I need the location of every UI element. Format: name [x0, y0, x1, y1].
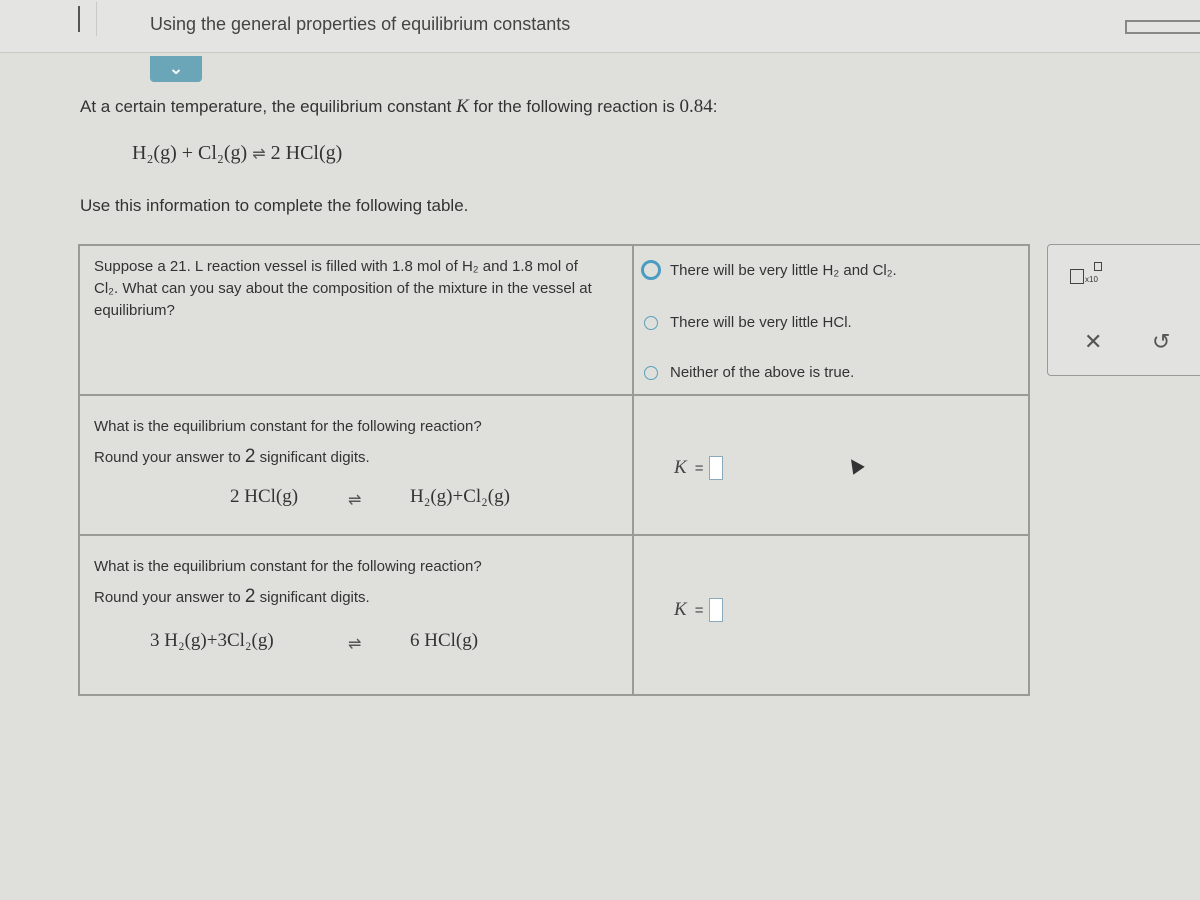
question1-answer-cell [633, 245, 1029, 395]
question3-reactants: 3 H₂(g)+3Cl₂(g) [150, 630, 274, 651]
radio-button[interactable] [641, 260, 661, 280]
main-reaction: H₂(g) + Cl₂(g) ⇌ 2 HCl(g) [132, 142, 343, 164]
question2-text: What is the equilibrium constant for the following reaction? Round your answer to 2 significant digits. [94, 418, 482, 467]
cursor-arrow-icon [845, 455, 864, 474]
question3-cell [79, 535, 633, 695]
radio-button[interactable] [644, 366, 658, 380]
option-little-h2-cl2[interactable]: There will be very little H₂ and Cl₂. [644, 260, 897, 280]
clear-icon[interactable]: ✕ [1084, 329, 1103, 354]
instructions: Use this information to complete the following table. [80, 196, 469, 215]
question3-answer-cell [633, 535, 1029, 695]
hamburger-menu-icon[interactable] [64, 2, 97, 36]
question2-reactants: 2 HCl(g) [230, 486, 299, 507]
undo-icon[interactable]: ↺ [1152, 329, 1171, 354]
equilibrium-arrow-icon: ⇌ [348, 492, 362, 509]
question2-answer-cell [633, 395, 1029, 535]
top-bar [0, 0, 1200, 53]
question2-cell [79, 395, 633, 535]
k-answer-input[interactable] [709, 598, 723, 622]
topic-title: Using the general properties of equilibrium constants [150, 14, 571, 34]
question3-text: What is the equilibrium constant for the following reaction? Round your answer to 2 significant digits. [94, 558, 482, 607]
x10-notation-icon[interactable]: x10 [1070, 269, 1098, 284]
collapse-button[interactable] [150, 56, 202, 82]
progress-bar [1125, 20, 1200, 34]
question-table [78, 244, 1030, 696]
chevron-down-icon: ⌄ [168, 58, 184, 78]
answer-tools-panel [1047, 244, 1200, 376]
equilibrium-arrow-icon: ⇌ [348, 636, 362, 653]
question1-cell [79, 245, 633, 395]
question2-products: H₂(g)+Cl₂(g) [410, 486, 510, 507]
k-expression: K = [674, 456, 723, 480]
k-answer-input[interactable] [709, 456, 723, 480]
intro-text: At a certain temperature, the equilibrium constant K for the following reaction is 0.84: [80, 96, 718, 117]
question1-text: Suppose a 21. L reaction vessel is filled with 1.8 mol of H₂ and 1.8 mol of Cl₂. What can you say about the composition of the mixture in the vessel at equilibrium? [94, 258, 592, 319]
k-expression: K = [674, 598, 723, 622]
option-neither[interactable]: Neither of the above is true. [644, 364, 854, 381]
radio-button[interactable] [644, 316, 658, 330]
question3-products: 6 HCl(g) [410, 630, 479, 651]
option-little-hcl[interactable]: There will be very little HCl. [644, 314, 852, 331]
